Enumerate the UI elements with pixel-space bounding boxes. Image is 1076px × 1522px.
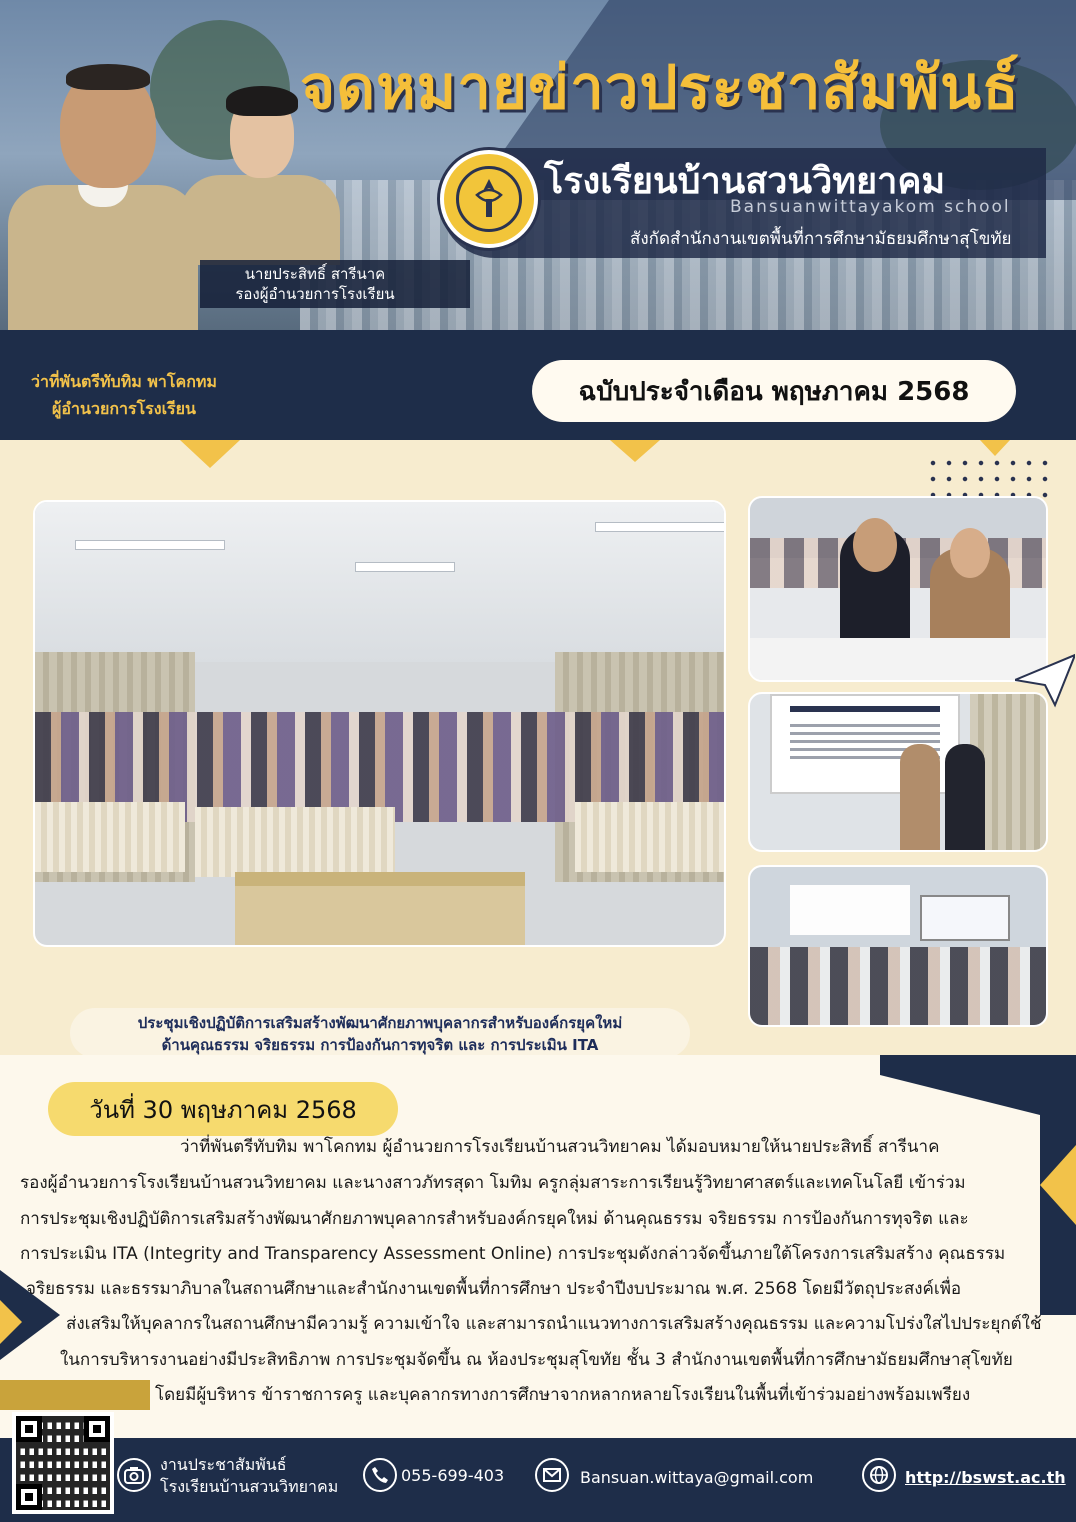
- event-date: วันที่ 30 พฤษภาคม 2568: [48, 1082, 398, 1136]
- side-photo-participants: [748, 496, 1048, 682]
- camera-icon[interactable]: [117, 1458, 151, 1492]
- body-line-7: ในการบริหารงานอย่างมีประสิทธิภาพ การประชุมจัดขึ้น ณ ห้องประชุมสุโขทัย ชั้น 3 สำนักงานเขตพื้นที่การศึกษามัธยมศึกษาสุโขทัย: [60, 1350, 1013, 1370]
- caption-line-2: ด้านคุณธรรม จริยธรรม การป้องกันการทุจริต และ การประเมิน ITA: [161, 1036, 599, 1054]
- phone-number[interactable]: 055-699-403: [401, 1466, 505, 1485]
- school-affiliation: สังกัดสำนักงานเขตพื้นที่การศึกษามัธยมศึกษาสุโขทัย: [630, 229, 1012, 249]
- body-line-1: ว่าที่พันตรีทับทิม พาโคกทม ผู้อำนวยการโรงเรียนบ้านสวนวิทยาคม ได้มอบหมายให้นายประสิทธิ์ สารีนาค: [180, 1137, 940, 1157]
- pr-line-2: โรงเรียนบ้านสวนวิทยาคม: [160, 1477, 339, 1496]
- website-link[interactable]: http://bswst.ac.th: [905, 1468, 1066, 1487]
- body-line-5: จริยธรรม และธรรมาภิบาลในสถานศึกษาและสำนักงานเขตพื้นที่การศึกษา ประจำปีงบประมาณ พ.ศ. 2568 โดยมีวัตถุประสงค์เพื่อ: [26, 1279, 962, 1299]
- globe-icon[interactable]: [862, 1458, 896, 1492]
- issue-badge: ฉบับประจำเดือน พฤษภาคม 2568: [532, 360, 1016, 422]
- director-title: ผู้อำนวยการโรงเรียน: [52, 399, 196, 418]
- email-icon[interactable]: [535, 1458, 569, 1492]
- newsletter-title: จดหมายข่าวประชาสัมพันธ์: [300, 53, 1020, 123]
- body-line-3: การประชุมเชิงปฏิบัติการเสริมสร้างพัฒนาศักยภาพบุคลากรสำหรับองค์กรยุคใหม่ ด้านคุณธรรม จริยธรรม การป้องกันการทุจริต และ: [20, 1209, 969, 1229]
- director-caption: [4, 368, 244, 422]
- phone-icon[interactable]: [363, 1458, 397, 1492]
- side-photo-meeting-room: [748, 865, 1048, 1027]
- director-name: ว่าที่พันตรีทับทิม พาโคกทม: [31, 372, 217, 391]
- torch-icon: [469, 177, 509, 221]
- body-line-2: รองผู้อำนวยการโรงเรียนบ้านสวนวิทยาคม และนางสาวภัทรสุดา โมทิม ครูกลุ่มสาระการเรียนรู้วิทยาศาสตร์และเทคโนโลยี เข้าร่วม: [20, 1173, 966, 1193]
- email-address[interactable]: Bansuan.wittaya@gmail.com: [580, 1468, 814, 1487]
- deputy-name: นายประสิทธิ์ สารีนาค: [244, 265, 386, 283]
- paper-plane-icon: [1015, 650, 1075, 710]
- school-seal-logo: [440, 150, 538, 248]
- side-photo-presentation: [748, 692, 1048, 852]
- school-name-en: Bansuanwittayakom school: [730, 197, 1011, 217]
- caption-line-1: ประชุมเชิงปฏิบัติการเสริมสร้างพัฒนาศักยภาพบุคลากรสำหรับองค์กรยุคใหม่: [137, 1014, 623, 1032]
- body-line-8: โดยมีผู้บริหาร ข้าราชการครู และบุคลากรทางการศึกษาจากหลากหลายโรงเรียนในพื้นที่เข้าร่วมอย่างพร้อมเพรียง: [155, 1385, 971, 1405]
- deputy-title: รองผู้อำนวยการโรงเรียน: [235, 285, 395, 303]
- body-line-6: ส่งเสริมให้บุคลากรในสถานศึกษามีความรู้ ความเข้าใจ และสามารถนำแนวทางการเสริมสร้างคุณธรรม และความโปร่งใสไปประยุกต์ใช้: [66, 1314, 1042, 1334]
- pr-line-1: งานประชาสัมพันธ์: [160, 1455, 287, 1474]
- school-name: โรงเรียนบ้านสวนวิทยาคม: [544, 161, 946, 202]
- event-caption: [70, 1008, 690, 1058]
- qr-code[interactable]: [12, 1412, 114, 1514]
- body-line-4: การประเมิน ITA (Integrity and Transparency Assessment Online) การประชุมดังกล่าวจัดขึ้นภายใต้โครงการเสริมสร้าง คุณธรรม: [20, 1244, 1006, 1264]
- main-event-photo: [33, 500, 726, 947]
- gold-divider-decoration: [0, 428, 1076, 488]
- deputy-caption: [215, 264, 415, 304]
- pr-contact[interactable]: [160, 1454, 338, 1498]
